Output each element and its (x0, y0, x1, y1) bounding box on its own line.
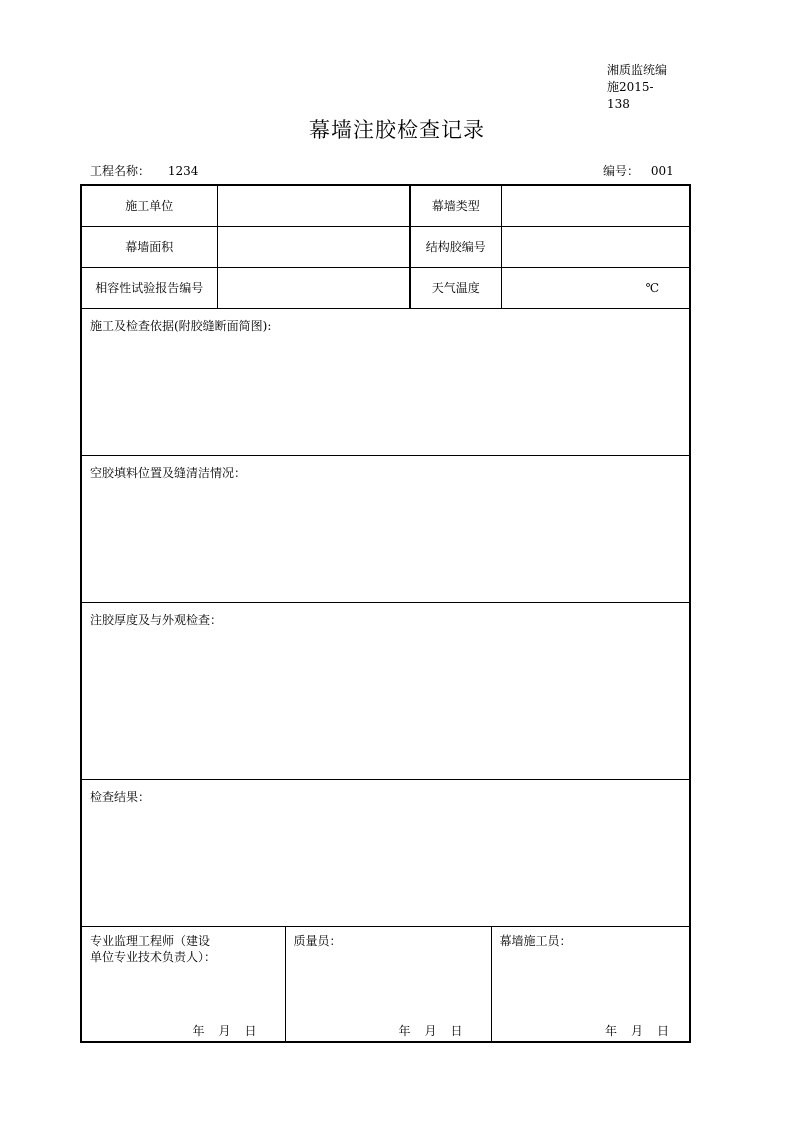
installer-label: 幕墙施工员： (499, 933, 572, 948)
result-field[interactable] (81, 779, 690, 926)
compatibility-report-field[interactable] (217, 267, 410, 308)
curtain-wall-area-field[interactable] (217, 226, 410, 267)
filling-field[interactable] (81, 455, 690, 602)
thickness-field[interactable] (81, 602, 690, 779)
inspection-form-table (80, 184, 691, 1043)
supervisor-label (90, 933, 216, 965)
weather-temp-label: 天气温度 (410, 267, 501, 308)
record-number-value: 001 (650, 164, 674, 178)
date-month: 月 (218, 1023, 231, 1038)
thickness-section (81, 602, 690, 779)
basis-section (81, 308, 690, 455)
construction-unit-label: 施工单位 (81, 185, 217, 226)
curtain-wall-type-label: 幕墙类型 (410, 185, 501, 226)
filling-section (81, 455, 690, 602)
curtain-wall-type-field[interactable] (501, 185, 690, 226)
quality-inspector-signature-cell[interactable] (285, 926, 491, 1042)
date-year: 年 (192, 1023, 205, 1038)
project-name-label: 工程名称： (90, 164, 151, 178)
date-day: 日 (450, 1023, 463, 1038)
supervisor-label-line1: 专业监理工程师（建设 (90, 933, 211, 948)
installer-date (591, 1022, 669, 1039)
document-code (607, 62, 674, 113)
supervisor-date (178, 1022, 256, 1039)
result-section (81, 779, 690, 926)
thickness-label: 注胶厚度及与外观检查： (90, 612, 223, 627)
quality-inspector-label: 质量员： (293, 933, 342, 948)
record-number (603, 162, 674, 179)
structural-adhesive-no-field[interactable] (501, 226, 690, 267)
construction-unit-field[interactable] (217, 185, 410, 226)
form-row-1 (81, 185, 690, 226)
project-name (90, 162, 198, 179)
date-year: 年 (604, 1023, 617, 1038)
signature-row (81, 926, 690, 1042)
curtain-wall-area-label: 幕墙面积 (81, 226, 217, 267)
date-month: 月 (630, 1023, 643, 1038)
document-code-line1: 湘质监统编 (607, 63, 668, 77)
basis-field[interactable] (81, 308, 690, 455)
supervisor-label-line2: 单位专业技术负责人）： (90, 949, 217, 964)
compatibility-report-label: 相容性试验报告编号 (81, 267, 217, 308)
quality-inspector-date (384, 1022, 462, 1039)
record-number-label: 编号： (603, 164, 640, 178)
weather-temp-field[interactable] (501, 267, 690, 308)
structural-adhesive-no-label: 结构胶编号 (410, 226, 501, 267)
page-title: 幕墙注胶检查记录 (309, 118, 485, 142)
form-row-2 (81, 226, 690, 267)
date-month: 月 (424, 1023, 437, 1038)
date-day: 日 (657, 1023, 670, 1038)
project-name-value: 1234 (167, 164, 199, 178)
form-row-3 (81, 267, 690, 308)
installer-signature-cell[interactable] (491, 926, 690, 1042)
supervisor-signature-cell[interactable] (81, 926, 285, 1042)
result-label: 检查结果： (90, 789, 151, 804)
date-year: 年 (398, 1023, 411, 1038)
document-code-line2: 施2015-138 (607, 80, 654, 111)
date-day: 日 (244, 1023, 257, 1038)
temp-unit: ℃ (645, 280, 660, 295)
basis-label: 施工及检查依据(附胶缝断面简图): (90, 318, 272, 333)
filling-label: 空胶填料位置及缝清洁情况： (90, 465, 247, 480)
